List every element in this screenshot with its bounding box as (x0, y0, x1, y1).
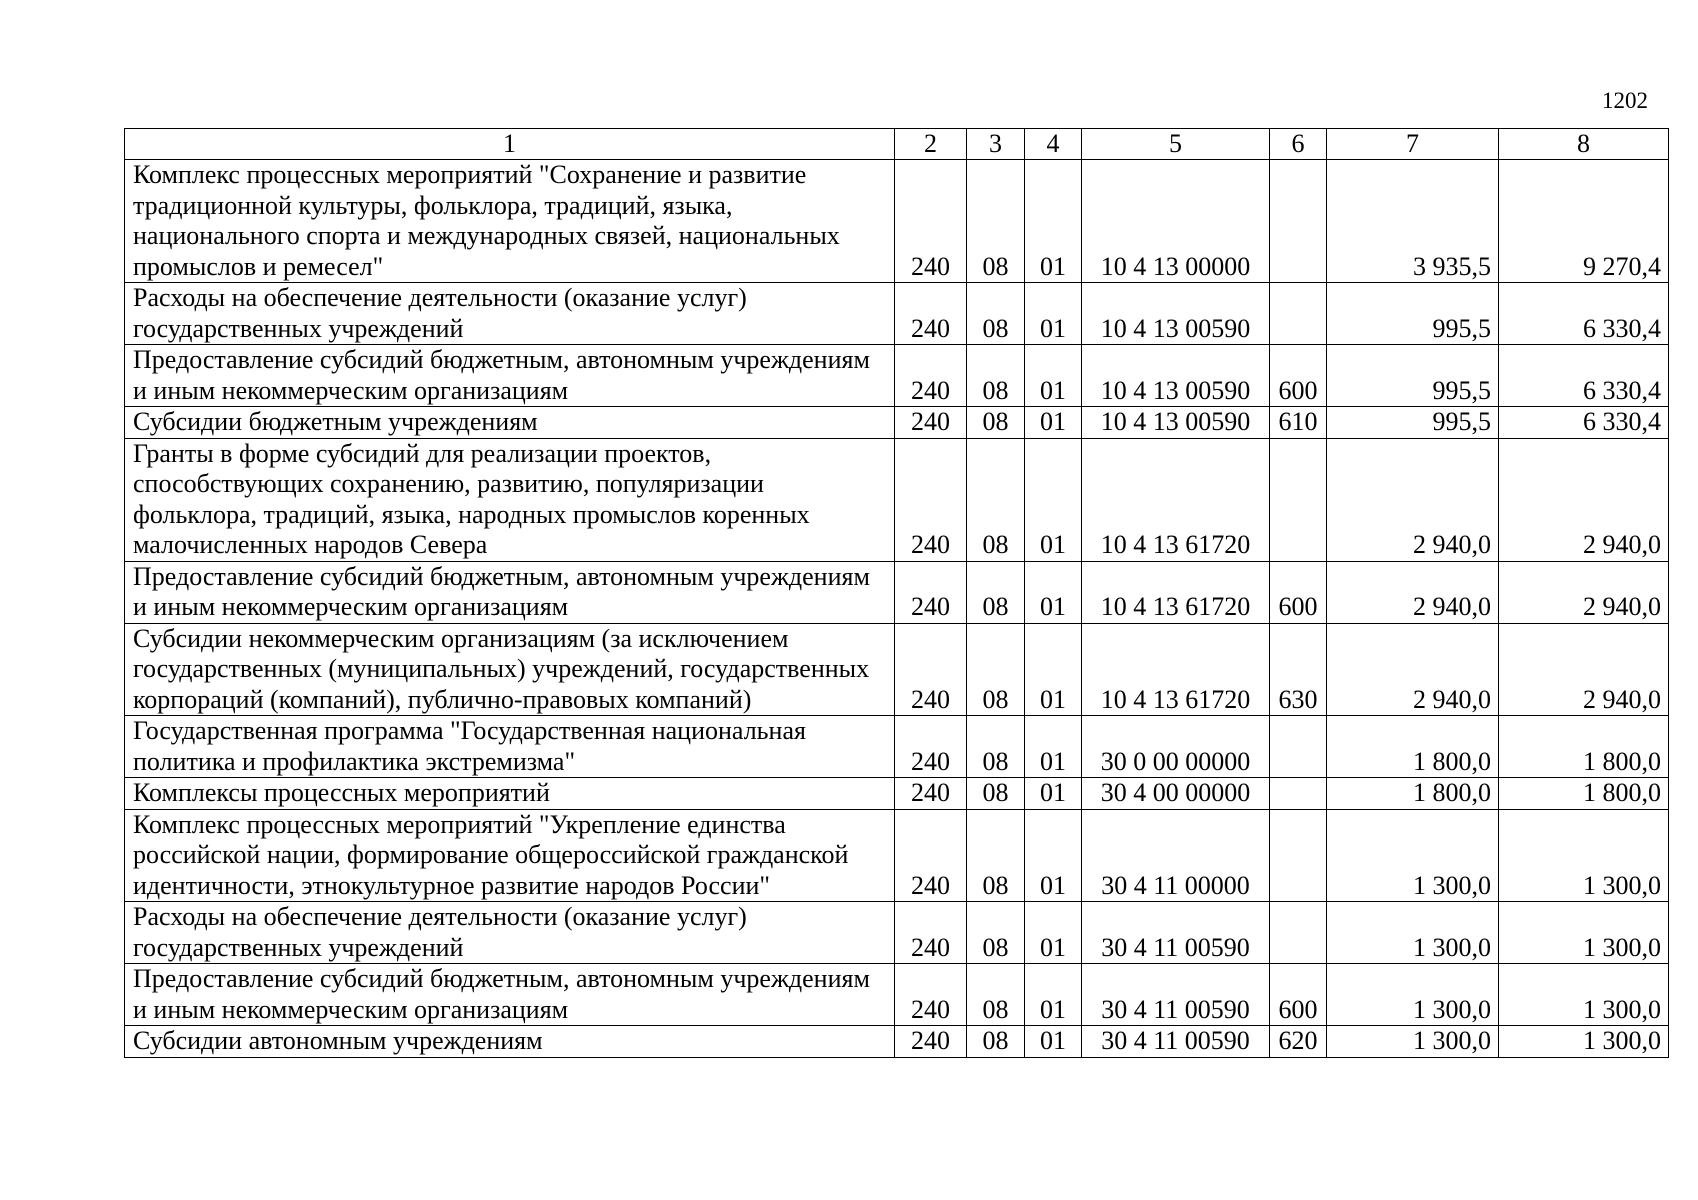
amount-year-2-cell: 2 940,0 (1499, 561, 1669, 623)
amount-year-1-cell: 1 300,0 (1327, 1026, 1499, 1058)
expense-type-cell: 600 (1270, 345, 1327, 407)
table-body (125, 160, 1669, 1058)
expense-type-cell (1270, 778, 1327, 810)
table-row (125, 407, 1669, 439)
amount-year-2-cell: 1 800,0 (1499, 716, 1669, 778)
amount-year-1-cell: 2 940,0 (1327, 623, 1499, 716)
ministry-code-cell: 240 (895, 438, 967, 561)
expense-name-cell: Комплекс процессных мероприятий "Укрепление единства российской нации, формирование общероссийской гражданской идентичности, этнокультурное развитие народов России" (125, 809, 895, 902)
table-row (125, 902, 1669, 964)
expense-type-cell (1270, 283, 1327, 345)
amount-year-2-cell: 1 300,0 (1499, 902, 1669, 964)
section-code-cell: 08 (967, 561, 1025, 623)
subsection-code-cell: 01 (1025, 160, 1082, 283)
table-row (125, 438, 1669, 561)
expense-name-cell: Комплексы процессных мероприятий (125, 778, 895, 810)
target-article-cell: 10 4 13 00590 (1082, 407, 1270, 439)
expense-name-cell: Предоставление субсидий бюджетным, автономным учреждениям и иным некоммерческим организациям (125, 561, 895, 623)
section-code-cell: 08 (967, 716, 1025, 778)
amount-year-1-cell: 2 940,0 (1327, 438, 1499, 561)
expense-type-cell (1270, 716, 1327, 778)
table-row (125, 345, 1669, 407)
subsection-code-cell: 01 (1025, 283, 1082, 345)
subsection-code-cell: 01 (1025, 716, 1082, 778)
expense-type-cell (1270, 438, 1327, 561)
ministry-code-cell: 240 (895, 561, 967, 623)
expense-name-cell: Предоставление субсидий бюджетным, автономным учреждениям и иным некоммерческим организациям (125, 345, 895, 407)
target-article-cell: 10 4 13 00000 (1082, 160, 1270, 283)
amount-year-2-cell: 6 330,4 (1499, 283, 1669, 345)
amount-year-1-cell: 995,5 (1327, 345, 1499, 407)
expense-name-cell: Субсидии автономным учреждениям (125, 1026, 895, 1058)
subsection-code-cell: 01 (1025, 438, 1082, 561)
table-row (125, 778, 1669, 810)
table-row (125, 716, 1669, 778)
section-code-cell: 08 (967, 283, 1025, 345)
amount-year-1-cell: 1 800,0 (1327, 778, 1499, 810)
target-article-cell: 10 4 13 61720 (1082, 623, 1270, 716)
amount-year-2-cell: 2 940,0 (1499, 623, 1669, 716)
expense-name-cell: Предоставление субсидий бюджетным, автономным учреждениям и иным некоммерческим организациям (125, 964, 895, 1026)
expense-type-cell: 620 (1270, 1026, 1327, 1058)
amount-year-2-cell: 9 270,4 (1499, 160, 1669, 283)
expense-type-cell: 600 (1270, 964, 1327, 1026)
expense-type-cell: 630 (1270, 623, 1327, 716)
header-row (125, 129, 1669, 160)
column-header-5: 5 (1082, 129, 1270, 160)
table-row (125, 283, 1669, 345)
subsection-code-cell: 01 (1025, 623, 1082, 716)
amount-year-2-cell: 2 940,0 (1499, 438, 1669, 561)
expense-name-cell: Комплекс процессных мероприятий "Сохранение и развитие традиционной культуры, фольклора, традиций, языка, национального спорта и международных связей, национальных промыслов и ремесел" (125, 160, 895, 283)
expense-name-cell: Субсидии некоммерческим организациям (за исключением государственных (муниципальных) учреждений, государственных корпораций (компаний), публично-правовых компаний) (125, 623, 895, 716)
ministry-code-cell: 240 (895, 778, 967, 810)
target-article-cell: 10 4 13 00590 (1082, 345, 1270, 407)
subsection-code-cell: 01 (1025, 1026, 1082, 1058)
section-code-cell: 08 (967, 345, 1025, 407)
target-article-cell: 10 4 13 61720 (1082, 561, 1270, 623)
amount-year-1-cell: 1 300,0 (1327, 964, 1499, 1026)
expense-type-cell (1270, 160, 1327, 283)
table-row (125, 561, 1669, 623)
column-header-7: 7 (1327, 129, 1499, 160)
section-code-cell: 08 (967, 407, 1025, 439)
ministry-code-cell: 240 (895, 160, 967, 283)
section-code-cell: 08 (967, 778, 1025, 810)
ministry-code-cell: 240 (895, 809, 967, 902)
column-header-1: 1 (125, 129, 895, 160)
table-row (125, 623, 1669, 716)
amount-year-2-cell: 1 300,0 (1499, 809, 1669, 902)
section-code-cell: 08 (967, 809, 1025, 902)
target-article-cell: 30 4 11 00590 (1082, 902, 1270, 964)
amount-year-2-cell: 6 330,4 (1499, 345, 1669, 407)
ministry-code-cell: 240 (895, 407, 967, 439)
subsection-code-cell: 01 (1025, 902, 1082, 964)
amount-year-1-cell: 995,5 (1327, 283, 1499, 345)
subsection-code-cell: 01 (1025, 778, 1082, 810)
target-article-cell: 30 0 00 00000 (1082, 716, 1270, 778)
subsection-code-cell: 01 (1025, 345, 1082, 407)
target-article-cell: 10 4 13 61720 (1082, 438, 1270, 561)
subsection-code-cell: 01 (1025, 964, 1082, 1026)
expense-name-cell: Субсидии бюджетным учреждениям (125, 407, 895, 439)
expense-type-cell (1270, 809, 1327, 902)
amount-year-1-cell: 3 935,5 (1327, 160, 1499, 283)
ministry-code-cell: 240 (895, 1026, 967, 1058)
section-code-cell: 08 (967, 438, 1025, 561)
subsection-code-cell: 01 (1025, 809, 1082, 902)
amount-year-1-cell: 1 300,0 (1327, 902, 1499, 964)
amount-year-1-cell: 1 300,0 (1327, 809, 1499, 902)
column-header-2: 2 (895, 129, 967, 160)
budget-table (124, 128, 1669, 1058)
section-code-cell: 08 (967, 964, 1025, 1026)
section-code-cell: 08 (967, 160, 1025, 283)
expense-name-cell: Расходы на обеспечение деятельности (оказание услуг) государственных учреждений (125, 902, 895, 964)
ministry-code-cell: 240 (895, 283, 967, 345)
target-article-cell: 30 4 00 00000 (1082, 778, 1270, 810)
page-number: 1202 (1602, 88, 1648, 113)
table-header (125, 129, 1669, 160)
amount-year-2-cell: 1 300,0 (1499, 964, 1669, 1026)
amount-year-2-cell: 1 800,0 (1499, 778, 1669, 810)
table-row (125, 1026, 1669, 1058)
column-header-3: 3 (967, 129, 1025, 160)
amount-year-1-cell: 2 940,0 (1327, 561, 1499, 623)
subsection-code-cell: 01 (1025, 407, 1082, 439)
expense-type-cell: 600 (1270, 561, 1327, 623)
subsection-code-cell: 01 (1025, 561, 1082, 623)
ministry-code-cell: 240 (895, 716, 967, 778)
column-header-6: 6 (1270, 129, 1327, 160)
expense-name-cell: Гранты в форме субсидий для реализации проектов, способствующих сохранению, развитию, популяризации фольклора, традиций, языка, народных промыслов коренных малочисленных народов Севера (125, 438, 895, 561)
expense-type-cell (1270, 902, 1327, 964)
ministry-code-cell: 240 (895, 345, 967, 407)
column-header-8: 8 (1499, 129, 1669, 160)
table-row (125, 160, 1669, 283)
amount-year-1-cell: 995,5 (1327, 407, 1499, 439)
column-header-4: 4 (1025, 129, 1082, 160)
target-article-cell: 30 4 11 00590 (1082, 1026, 1270, 1058)
section-code-cell: 08 (967, 623, 1025, 716)
table-row (125, 809, 1669, 902)
expense-name-cell: Расходы на обеспечение деятельности (оказание услуг) государственных учреждений (125, 283, 895, 345)
ministry-code-cell: 240 (895, 902, 967, 964)
amount-year-2-cell: 1 300,0 (1499, 1026, 1669, 1058)
amount-year-2-cell: 6 330,4 (1499, 407, 1669, 439)
target-article-cell: 30 4 11 00000 (1082, 809, 1270, 902)
section-code-cell: 08 (967, 1026, 1025, 1058)
section-code-cell: 08 (967, 902, 1025, 964)
expense-name-cell: Государственная программа "Государственная национальная политика и профилактика экстремизма" (125, 716, 895, 778)
table-row (125, 964, 1669, 1026)
amount-year-1-cell: 1 800,0 (1327, 716, 1499, 778)
ministry-code-cell: 240 (895, 964, 967, 1026)
target-article-cell: 30 4 11 00590 (1082, 964, 1270, 1026)
ministry-code-cell: 240 (895, 623, 967, 716)
target-article-cell: 10 4 13 00590 (1082, 283, 1270, 345)
expense-type-cell: 610 (1270, 407, 1327, 439)
